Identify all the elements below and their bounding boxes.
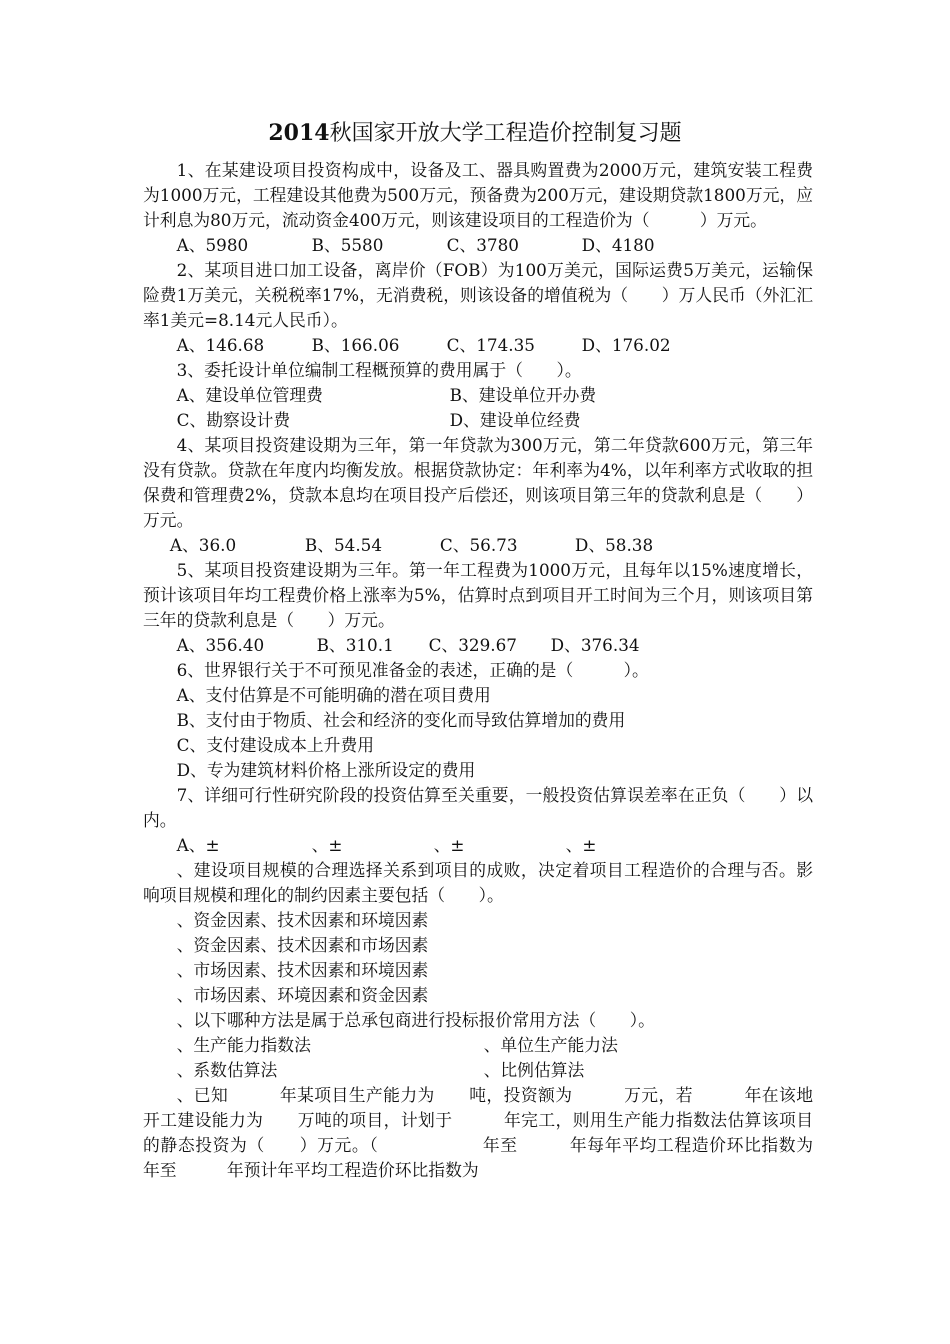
option-c: C、56.73 bbox=[439, 535, 518, 555]
question-list bbox=[143, 158, 931, 1183]
option-b: 、单位生产能力法 bbox=[483, 1035, 618, 1055]
question-8-stem: 、建设项目规模的合理选择关系到项目的成败，决定着项目工程造价的合理与否。影响项目规模和理化的制约因素主要包括（ ）。 bbox=[143, 860, 813, 905]
option-b: B、5580 bbox=[311, 235, 384, 255]
option-d: D、建设单位经费 bbox=[449, 410, 581, 430]
option-d: 、比例估算法 bbox=[483, 1060, 585, 1080]
option-a: A、支付估算是不可能明确的潜在项目费用 bbox=[176, 685, 491, 705]
option-a: A、356.40 bbox=[176, 635, 265, 655]
option-c: C、3780 bbox=[446, 235, 519, 255]
option-b: B、166.06 bbox=[311, 335, 400, 355]
question-9-stem: 、以下哪种方法是属于总承包商进行投标报价常用方法（ ）。 bbox=[176, 1010, 655, 1030]
option-c: 、市场因素、技术因素和环境因素 bbox=[176, 960, 429, 980]
option-a: A、± bbox=[176, 835, 220, 855]
option-d: D、176.02 bbox=[581, 335, 671, 355]
question-1-stem: 1、在某建设项目投资构成中，设备及工、器具购置费为2000万元，建筑安装工程费为1000万元，工程建设其他费为500万元，预备费为200万元，建设期贷款1800万元，应计利息为80万元，流动资金400万元，则该建设项目的工程造价为（ ）万元。 bbox=[143, 160, 813, 230]
option-a: A、5980 bbox=[176, 235, 249, 255]
question-3-options-row-2 bbox=[143, 408, 813, 433]
question-1-options bbox=[143, 233, 813, 258]
question-6-stem: 6、世界银行关于不可预见准备金的表述，正确的是（ ）。 bbox=[176, 660, 649, 680]
option-a: 、资金因素、技术因素和环境因素 bbox=[176, 910, 429, 930]
option-a: A、建设单位管理费 bbox=[176, 385, 323, 405]
option-b: B、54.54 bbox=[304, 535, 383, 555]
question-9-options-row-1 bbox=[143, 1033, 813, 1058]
question-7-options bbox=[143, 833, 813, 858]
question-9-options-row-2 bbox=[143, 1058, 813, 1083]
option-b: B、支付由于物质、社会和经济的变化而导致估算增加的费用 bbox=[176, 710, 626, 730]
question-2-stem: 2、某项目进口加工设备，离岸价（FOB）为100万美元，国际运费5万美元，运输保险费1万美元，关税税率17%，无消费税，则该设备的增值税为（ ）万人民币（外汇汇率1美元=8.14元人民币）。 bbox=[143, 260, 813, 330]
option-c: C、支付建设成本上升费用 bbox=[176, 735, 375, 755]
question-2-options bbox=[143, 333, 813, 358]
option-d: D、58.38 bbox=[574, 535, 654, 555]
option-b: 、± bbox=[311, 835, 343, 855]
option-c: C、174.35 bbox=[446, 335, 535, 355]
question-4-stem: 4、某项目投资建设期为三年，第一年贷款为300万元，第二年贷款600万元，第三年没有贷款。贷款在年度内均衡发放。根据贷款协定：年利率为4%，以年利率方式收取的担保费和管理费2%，贷款本息均在项目投产后偿还，则该项目第三年的贷款利息是（ ）万元。 bbox=[143, 435, 813, 530]
option-b: 、资金因素、技术因素和市场因素 bbox=[176, 935, 429, 955]
option-c: C、勘察设计费 bbox=[176, 410, 291, 430]
title-year: 2014 bbox=[268, 120, 330, 146]
page-title bbox=[0, 118, 950, 149]
question-5-options bbox=[143, 633, 813, 658]
option-c: 、± bbox=[433, 835, 465, 855]
question-7-stem: 7、详细可行性研究阶段的投资估算至关重要，一般投资估算误差率在正负（ ）以内。 bbox=[143, 785, 813, 830]
question-10-stem: 、已知 年某项目生产能力为 吨，投资额为 万元，若 年在该地开工建设能力为 万吨的项目，计划于 年完工，则用生产能力指数法估算该项目的静态投资为（ ）万元。（ 年至 年每年平均工程造价环比指数为 年至 年预计年平均工程造价环比指数为 bbox=[143, 1085, 931, 1180]
option-d: 、市场因素、环境因素和资金因素 bbox=[176, 985, 429, 1005]
option-b: B、310.1 bbox=[316, 635, 394, 655]
option-a: 、生产能力指数法 bbox=[176, 1035, 311, 1055]
option-c: 、系数估算法 bbox=[176, 1060, 278, 1080]
option-a: A、146.68 bbox=[176, 335, 265, 355]
option-a: A、36.0 bbox=[169, 535, 237, 555]
title-text: 秋国家开放大学工程造价控制复习题 bbox=[329, 121, 682, 146]
question-5-stem: 5、某项目投资建设期为三年。第一年工程费为1000万元，且每年以15%速度增长，预计该项目年均工程费价格上涨率为5%，估算时点到项目开工时间为三个月，则该项目第三年的贷款利息是（ ）万元。 bbox=[143, 560, 813, 630]
option-d: D、4180 bbox=[581, 235, 655, 255]
option-b: B、建设单位开办费 bbox=[449, 385, 597, 405]
option-d: 、± bbox=[565, 835, 597, 855]
question-3-stem: 3、委托设计单位编制工程概预算的费用属于（ ）。 bbox=[176, 360, 582, 380]
option-c: C、329.67 bbox=[428, 635, 517, 655]
option-d: D、专为建筑材料价格上涨所设定的费用 bbox=[176, 760, 476, 780]
question-4-options bbox=[143, 533, 813, 558]
question-3-options-row-1 bbox=[143, 383, 813, 408]
option-d: D、376.34 bbox=[550, 635, 640, 655]
